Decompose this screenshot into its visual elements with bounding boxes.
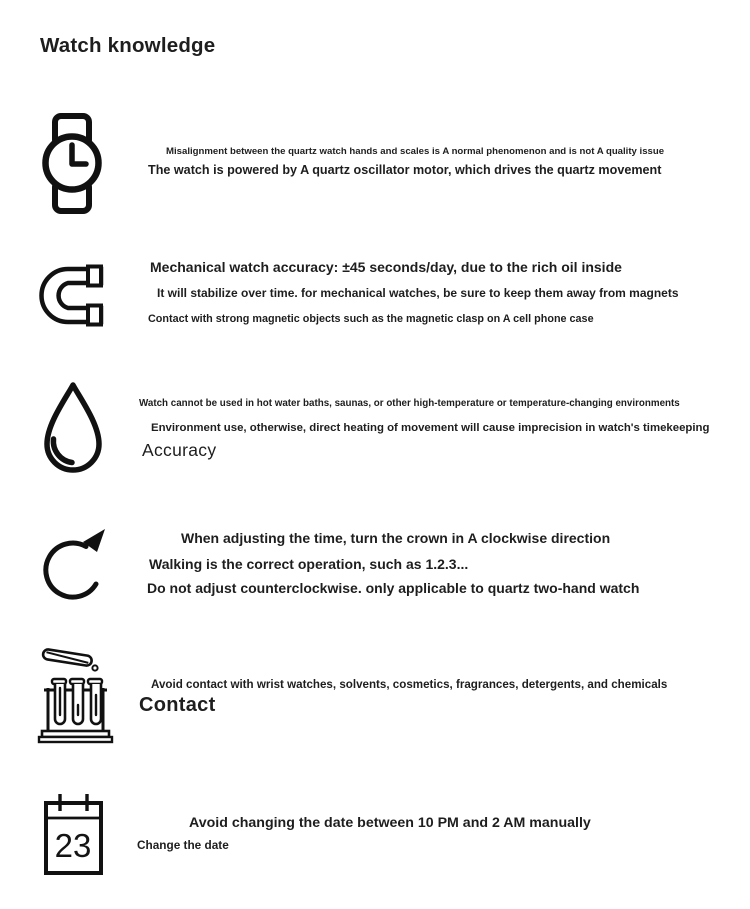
- date-change-line: Avoid changing the date between 10 PM and 2 AM manually: [189, 815, 591, 831]
- quartz-main-line: The watch is powered by A quartz oscillator motor, which drives the quartz movement: [148, 163, 662, 177]
- calendar-icon: [42, 790, 105, 876]
- contact-heading: Contact: [139, 694, 216, 716]
- crown-line-2: Walking is the correct operation, such as 1.2.3...: [149, 556, 469, 572]
- wristwatch-icon: [42, 112, 102, 215]
- magnet-line-2: It will stabilize over time. for mechanical watches, be sure to keep them away from magnets: [157, 286, 679, 300]
- temperature-line-2: Environment use, otherwise, direct heating of movement will cause imprecision in watch's timekeeping: [151, 422, 710, 434]
- page-title: Watch knowledge: [40, 34, 216, 57]
- clockwise-arrow-icon: [42, 522, 109, 609]
- accuracy-heading: Accuracy: [142, 440, 217, 460]
- magnet-line-3: Contact with strong magnetic objects such as the magnetic clasp on A cell phone case: [148, 313, 594, 325]
- temperature-note-line: Watch cannot be used in hot water baths, saunas, or other high-temperature or temperature-changing environments: [139, 398, 680, 409]
- change-date-heading: Change the date: [137, 838, 229, 852]
- magnet-headline: Mechanical watch accuracy: ±45 seconds/day, due to the rich oil inside: [150, 259, 622, 275]
- calendar-day-number: 23: [54, 827, 92, 864]
- quartz-note-line: Misalignment between the quartz watch hands and scales is A normal phenomenon and is not A quality issue: [166, 146, 665, 157]
- chemicals-line: Avoid contact with wrist watches, solvents, cosmetics, fragrances, detergents, and chemicals: [151, 678, 668, 691]
- water-drop-icon: [40, 381, 106, 480]
- magnet-icon: [37, 260, 106, 330]
- test-tubes-icon: [37, 641, 114, 745]
- crown-line-3: Do not adjust counterclockwise. only applicable to quartz two-hand watch: [147, 580, 640, 596]
- crown-line-1: When adjusting the time, turn the crown in A clockwise direction: [181, 530, 611, 546]
